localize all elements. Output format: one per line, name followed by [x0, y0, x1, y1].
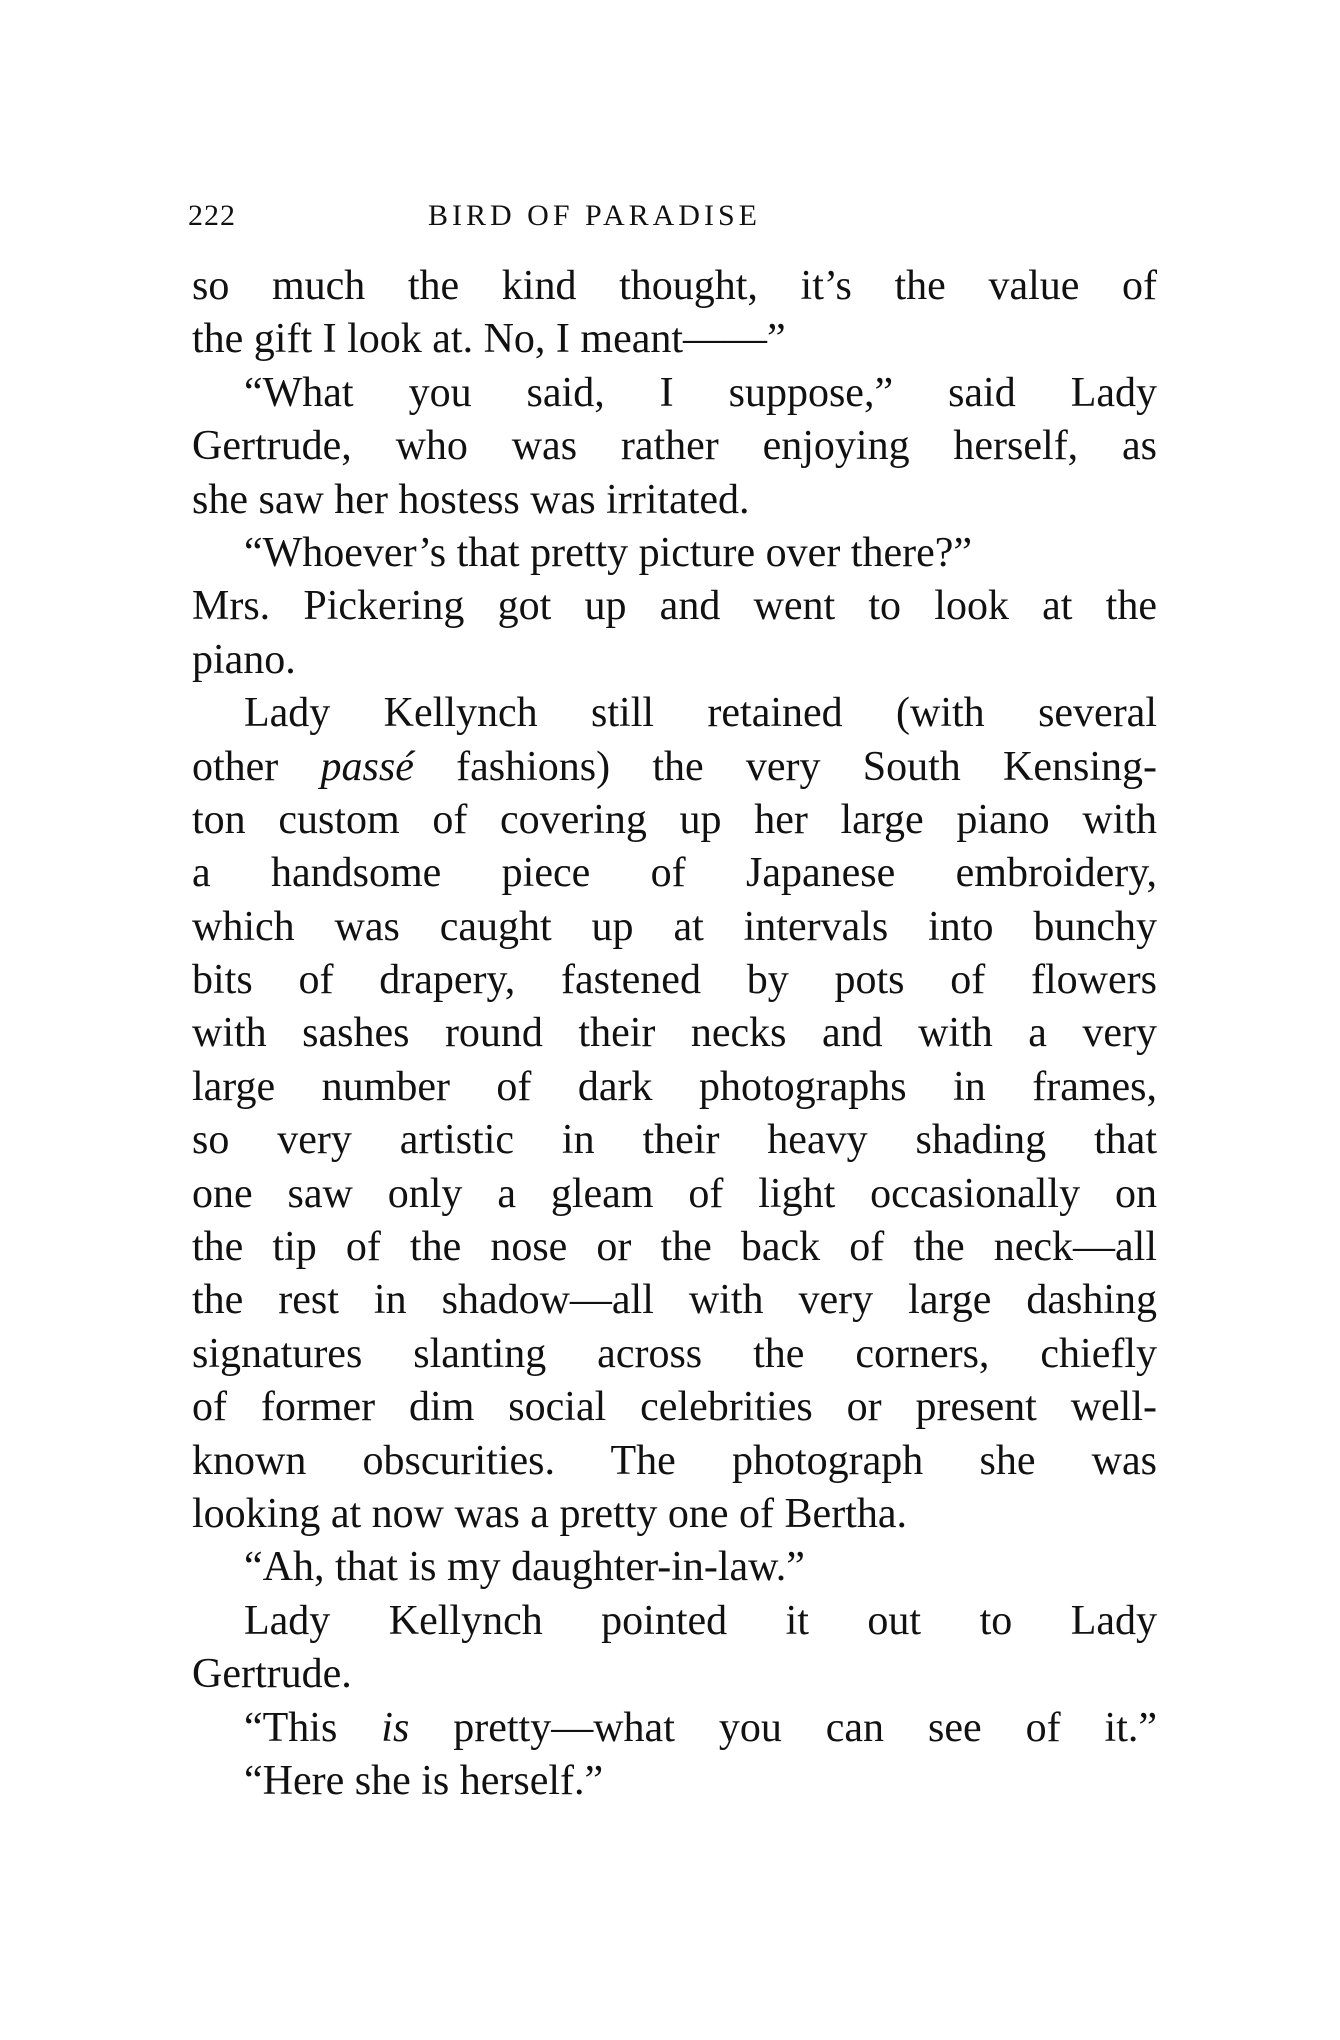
text-line: large number of dark photographs in frames, [192, 1063, 1157, 1110]
page-number: 222 [188, 199, 236, 232]
text-line: Lady Kellynch pointed it out to Lady [244, 1597, 1157, 1644]
text-line: known obscurities. The photograph she was [192, 1437, 1157, 1484]
text-line: Gertrude. [192, 1651, 352, 1698]
text-line: she saw her hostess was irritated. [192, 476, 750, 523]
italic-word: passé [320, 743, 414, 790]
text-line: signatures slanting across the corners, chiefly [192, 1330, 1157, 1377]
text-segment: pretty—what you can see of it.” [409, 1704, 1158, 1751]
text-line: the rest in shadow—all with very large dashing [192, 1277, 1157, 1324]
text-line: a handsome piece of Japanese embroidery, [192, 850, 1157, 897]
text-line [192, 741, 1157, 794]
text-line: with sashes round their necks and with a very [192, 1010, 1157, 1057]
text-line: Lady Kellynch still retained (with several [244, 690, 1157, 737]
text-line: the tip of the nose or the back of the neck—all [192, 1224, 1157, 1271]
text-line: bits of drapery, fastened by pots of flowers [192, 957, 1157, 1004]
text-line: looking at now was a pretty one of Bertha. [192, 1490, 907, 1537]
running-title: BIRD OF PARADISE [428, 199, 761, 232]
body-text [192, 260, 1157, 1808]
text-line: “What you said, I suppose,” said Lady [244, 369, 1157, 416]
italic-word: is [381, 1704, 410, 1751]
text-line: ton custom of covering up her large piano with [192, 796, 1157, 843]
text-line: so much the kind thought, it’s the value of [192, 263, 1157, 309]
running-head [188, 196, 1148, 236]
text-line: the gift I look at. No, I meant——” [192, 316, 786, 363]
text-line: “Here she is herself.” [244, 1757, 604, 1804]
text-segment: fashions) the very South Kensing- [413, 743, 1157, 790]
text-line: so very artistic in their heavy shading that [192, 1117, 1157, 1164]
text-line: Gertrude, who was rather enjoying herself, as [192, 423, 1157, 470]
text-line: “Ah, that is my daughter-in-law.” [244, 1544, 805, 1591]
text-line: one saw only a gleam of light occasionally on [192, 1170, 1157, 1217]
text-line: “Whoever’s that pretty picture over there?” [244, 529, 973, 576]
text-line: of former dim social celebrities or present well- [192, 1384, 1157, 1431]
text-line: which was caught up at intervals into bunchy [192, 903, 1157, 950]
text-segment: “This [244, 1704, 382, 1751]
text-line [192, 1702, 1157, 1755]
text-segment: other [192, 743, 321, 790]
text-line: piano. [192, 636, 296, 683]
text-line: Mrs. Pickering got up and went to look at the [192, 583, 1157, 630]
